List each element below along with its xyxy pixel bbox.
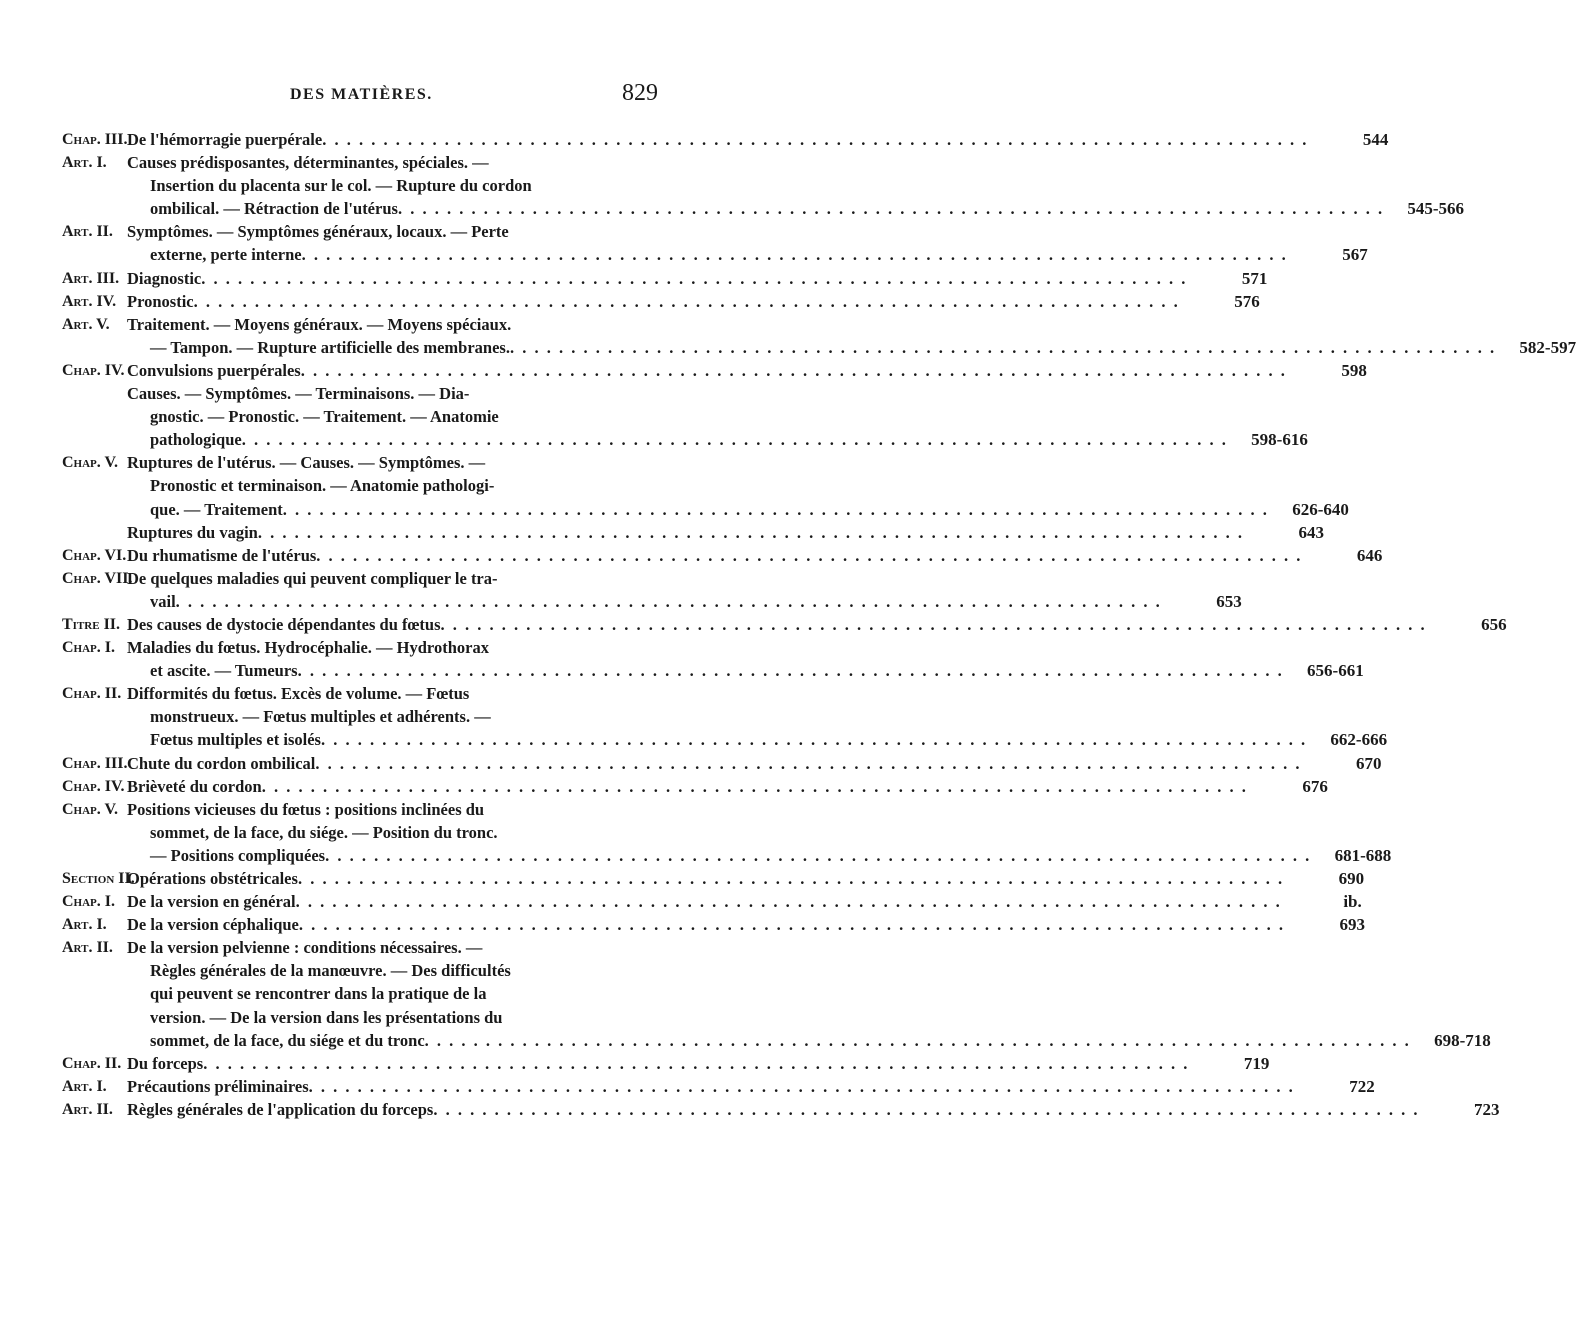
toc-page-number: 567 — [1342, 245, 1368, 265]
toc-entry-title: De la version en général — [127, 892, 296, 912]
toc-entry-text — [127, 1098, 1500, 1121]
toc-page-number: 656 — [1481, 614, 1507, 634]
toc-entry-title: — Positions compliquées — [150, 845, 326, 865]
toc-entry — [62, 128, 1389, 151]
toc-entry-text — [150, 243, 1368, 266]
toc-entry-label: Art. V. — [62, 315, 110, 333]
toc-entry-text — [127, 867, 1365, 890]
toc-entry — [62, 521, 1324, 544]
dot-leader: . . . . . . . . . . . . . . . . . . . . . . . . . . . . . . . . . . . . . . . . . . . . . . . . . . . . . . . . . . . . . . . . . . . . . . . . . . . . . . . . . — [509, 337, 1497, 357]
toc-entry-label: Art. II. — [62, 1100, 113, 1118]
toc-entry-title: Difformités du fœtus. Excès de volume. — Fœtus — [127, 684, 470, 704]
toc-entry — [62, 544, 1383, 567]
toc-entry — [62, 290, 1260, 313]
toc-entry — [62, 936, 1491, 1051]
toc-entry-title: Insertion du placenta sur le col. — Rupture du cordon — [150, 176, 532, 196]
toc-entry — [62, 775, 1328, 798]
toc-line — [62, 544, 1383, 567]
toc-entry-text — [127, 544, 1383, 567]
toc-entry-label: Section II. — [62, 870, 135, 887]
toc-entry — [62, 1075, 1375, 1098]
toc-entry-label: Chap. VI. — [62, 546, 127, 564]
toc-line — [62, 913, 1365, 936]
toc-page-number: 598 — [1341, 360, 1367, 380]
toc-entry-label: Titre II. — [62, 615, 121, 633]
toc-entry-title: sommet, de la face, du siége. — Position du tronc. — [150, 822, 498, 842]
toc-entry-label: Chap. VII. — [62, 569, 133, 587]
dot-leader: . . . . . . . . . . . . . . . . . . . . . . . . . . . . . . . . . . . . . . . . . . . . . . . . . . . . . . . . . . . . . . . . . . . . . . . . . . . . . . . . . — [315, 753, 1302, 773]
toc-entry-text — [127, 890, 1362, 913]
toc-entry-text — [127, 1052, 1270, 1075]
dot-leader: . . . . . . . . . . . . . . . . . . . . . . . . . . . . . . . . . . . . . . . . . . . . . . . . . . . . . . . . . . . . . . . . . . . . . . . . . . . . . . . . . — [316, 545, 1303, 565]
dot-leader: . . . . . . . . . . . . . . . . . . . . . . . . . . . . . . . . . . . . . . . . . . . . . . . . . . . . . . . . . . . . . . . . . . . . . . . . . . . . . . . . . — [295, 892, 1282, 912]
dot-leader: . . . . . . . . . . . . . . . . . . . . . . . . . . . . . . . . . . . . . . . . . . . . . . . . . . . . . . . . . . . . . . . . . . . . . . . . . . . . . . . . . — [193, 291, 1180, 311]
toc-entry-label: Art. I. — [62, 1077, 107, 1095]
toc-page-number: 598-616 — [1251, 430, 1308, 450]
toc-page-number: 582-597 — [1519, 337, 1576, 357]
toc-page-number: 722 — [1349, 1076, 1375, 1096]
toc-page-number: 670 — [1356, 753, 1382, 773]
toc-entry — [62, 913, 1365, 936]
toc-entry-title: Chute du cordon ombilical — [127, 753, 316, 773]
toc-entry-title: — Tampon. — Rupture artificielle des membranes. — [150, 337, 510, 357]
toc-entry-text — [127, 775, 1328, 798]
toc-entry-title: Du forceps — [127, 1053, 204, 1073]
toc-entry-title: Maladies du fœtus. Hydrocéphalie. — Hydrothorax — [127, 638, 489, 658]
toc-line — [62, 267, 1268, 290]
toc-entry-title: ombilical. — Rétraction de l'utérus — [150, 199, 398, 219]
toc-entry-title: Pronostic — [127, 291, 194, 311]
dot-leader: . . . . . . . . . . . . . . . . . . . . . . . . . . . . . . . . . . . . . . . . . . . . . . . . . . . . . . . . . . . . . . . . . . . . . . . . . . . . . . . . . — [301, 245, 1288, 265]
dot-leader: . . . . . . . . . . . . . . . . . . . . . . . . . . . . . . . . . . . . . . . . . . . . . . . . . . . . . . . . . . . . . . . . . . . . . . . . . . . . . . . . . — [241, 430, 1228, 450]
page-number: 829 — [622, 80, 658, 106]
toc-entry — [62, 451, 1349, 520]
toc-page-number: 646 — [1356, 545, 1383, 565]
running-title: DES MATIÈRES. — [290, 86, 433, 103]
toc-page-number: 653 — [1216, 591, 1242, 611]
toc-entry — [62, 1052, 1270, 1075]
toc-entry — [62, 267, 1268, 290]
toc-line — [62, 197, 1465, 220]
toc-line — [62, 752, 1382, 775]
toc-line — [62, 590, 1242, 613]
toc-entry-title: Causes. — Symptômes. — Terminaisons. — Dia- — [127, 384, 470, 404]
toc-entry-title: vail — [150, 591, 176, 611]
toc-entry-label: Art. I. — [62, 154, 107, 172]
toc-entry — [62, 567, 1242, 613]
toc-entry-title: Règles générales de l'application du forceps — [127, 1099, 434, 1119]
toc-entry — [62, 382, 1308, 451]
dot-leader: . . . . . . . . . . . . . . . . . . . . . . . . . . . . . . . . . . . . . . . . . . . . . . . . . . . . . . . . . . . . . . . . . . . . . . . . . . . . . . . . . — [261, 776, 1248, 796]
toc-entry-text — [150, 428, 1308, 451]
toc-line — [62, 798, 722, 821]
toc-entry-title: sommet, de la face, du siége et du tronc — [150, 1030, 425, 1050]
dot-leader: . . . . . . . . . . . . . . . . . . . . . . . . . . . . . . . . . . . . . . . . . . . . . . . . . . . . . . . . . . . . . . . . . . . . . . . . . . . . . . . . . — [201, 268, 1188, 288]
dot-leader: . . . . . . . . . . . . . . . . . . . . . . . . . . . . . . . . . . . . . . . . . . . . . . . . . . . . . . . . . . . . . . . . . . . . . . . . . . . . . . . . . — [203, 1053, 1190, 1073]
toc-entry-text — [127, 521, 1324, 544]
toc-entry-title: gnostic. — Pronostic. — Traitement. — Anatomie — [150, 407, 499, 427]
toc-entry-text — [127, 359, 1367, 382]
toc-line — [62, 151, 722, 174]
toc-page-number: 698-718 — [1434, 1030, 1491, 1050]
toc-line — [62, 982, 722, 1005]
toc-entry-title: Règles générales de la manœuvre. — Des difficultés — [150, 961, 511, 981]
toc-entry-label: Chap. V. — [62, 800, 118, 818]
toc-entry-text — [127, 613, 1507, 636]
dot-leader: . . . . . . . . . . . . . . . . . . . . . . . . . . . . . . . . . . . . . . . . . . . . . . . . . . . . . . . . . . . . . . . . . . . . . . . . . . . . . . . . . — [300, 360, 1287, 380]
toc-entry-label: Chap. IV. — [62, 361, 125, 379]
toc-entry — [62, 613, 1507, 636]
toc-line — [62, 405, 722, 428]
toc-line — [62, 1029, 1491, 1052]
toc-entry-text — [150, 1029, 1491, 1052]
toc-entry-title: De la version céphalique — [127, 915, 299, 935]
toc-page-number: ib. — [1343, 892, 1362, 912]
toc-line — [62, 359, 1367, 382]
toc-entry-text — [127, 1075, 1375, 1098]
toc-entry-title: pathologique — [150, 430, 242, 450]
toc-entry-label: Chap. II. — [62, 1054, 122, 1072]
toc-page-number: 643 — [1298, 522, 1324, 542]
dot-leader: . . . . . . . . . . . . . . . . . . . . . . . . . . . . . . . . . . . . . . . . . . . . . . . . . . . . . . . . . . . . . . . . . . . . . . . . . . . . . . . . . — [282, 499, 1269, 519]
toc-line — [62, 336, 1576, 359]
toc-entry-label: Chap. II. — [62, 685, 122, 703]
toc-entry-title: Brièveté du cordon — [127, 776, 262, 796]
toc-entry — [62, 313, 1576, 359]
toc-entry-label: Chap. I. — [62, 893, 116, 911]
toc-entry-title: Ruptures du vagin — [127, 522, 258, 542]
toc-entry-title: externe, perte interne — [150, 245, 302, 265]
toc-page-number: 662-666 — [1330, 730, 1388, 750]
toc-entry — [62, 359, 1367, 382]
dot-leader: . . . . . . . . . . . . . . . . . . . . . . . . . . . . . . . . . . . . . . . . . . . . . . . . . . . . . . . . . . . . . . . . . . . . . . . . . . . . . . . . . — [433, 1099, 1420, 1119]
toc-entry — [62, 636, 1364, 682]
toc-entry-text — [127, 913, 1365, 936]
toc-line — [62, 890, 1362, 913]
toc-entry — [62, 1098, 1500, 1121]
dot-leader: . . . . . . . . . . . . . . . . . . . . . . . . . . . . . . . . . . . . . . . . . . . . . . . . . . . . . . . . . . . . . . . . . . . . . . . . . . . . . . . . . — [175, 591, 1162, 611]
toc-line — [62, 613, 1507, 636]
toc-line — [62, 775, 1328, 798]
toc-line — [62, 498, 1349, 521]
toc-page-number: 676 — [1302, 776, 1328, 796]
toc-line — [62, 1052, 1270, 1075]
toc-entry-label: Chap. I. — [62, 639, 116, 657]
toc-line — [62, 474, 722, 497]
toc-entry-title: Positions vicieuses du fœtus : positions inclinées du — [127, 799, 485, 819]
toc-line — [62, 1006, 722, 1029]
toc-page-number: 571 — [1241, 268, 1268, 288]
toc-line — [62, 844, 1392, 867]
toc-entry-title: et ascite. — Tumeurs — [150, 661, 298, 681]
toc-entry-title: Diagnostic — [127, 268, 202, 288]
toc-line — [62, 428, 1308, 451]
toc-entry-label: Art. II. — [62, 223, 113, 241]
toc-entry-text — [127, 128, 1389, 151]
toc-entry-title: version. — De la version dans les présentations du — [150, 1007, 503, 1027]
toc-entry-title: Symptômes. — Symptômes généraux, locaux. — Perte — [127, 222, 509, 242]
toc-entry-text — [150, 659, 1364, 682]
toc-line — [62, 290, 1260, 313]
dot-leader: . . . . . . . . . . . . . . . . . . . . . . . . . . . . . . . . . . . . . . . . . . . . . . . . . . . . . . . . . . . . . . . . . . . . . . . . . . . . . . . . . — [424, 1030, 1411, 1050]
toc-page-number: 719 — [1243, 1053, 1270, 1073]
dot-leader: . . . . . . . . . . . . . . . . . . . . . . . . . . . . . . . . . . . . . . . . . . . . . . . . . . . . . . . . . . . . . . . . . . . . . . . . . . . . . . . . . — [308, 1076, 1295, 1096]
toc-line — [62, 243, 1368, 266]
toc-line — [62, 728, 1388, 751]
toc-entry-title: qui peuvent se rencontrer dans la pratique de la — [150, 984, 487, 1004]
toc-entry — [62, 220, 1368, 266]
toc-entry-title: Causes prédisposantes, déterminantes, spéciales. — — [127, 153, 489, 173]
toc-line — [62, 220, 722, 243]
dot-leader: . . . . . . . . . . . . . . . . . . . . . . . . . . . . . . . . . . . . . . . . . . . . . . . . . . . . . . . . . . . . . . . . . . . . . . . . . . . . . . . . . — [325, 845, 1312, 865]
toc-entry-title: Opérations obstétricales — [127, 869, 298, 888]
toc-entry-title: Des causes de dystocie dépendantes du fœtus — [127, 614, 441, 634]
toc-entry-text — [127, 267, 1268, 290]
toc-entry — [62, 798, 1392, 867]
toc-line — [62, 705, 722, 728]
toc-entry-label: Chap. III. — [62, 131, 128, 148]
toc-page-number: 545-566 — [1407, 199, 1465, 219]
toc-entry-title: Fœtus multiples et isolés — [150, 730, 321, 750]
toc-line — [62, 821, 722, 844]
toc-entry — [62, 151, 1465, 220]
toc-entry-title: monstrueux. — Fœtus multiples et adhérents. — — [150, 707, 491, 727]
toc-line — [62, 174, 722, 197]
toc-entry-text — [150, 197, 1465, 220]
toc-entry-title: De quelques maladies qui peuvent compliquer le tra- — [127, 568, 498, 588]
toc-page-number: 544 — [1362, 130, 1389, 149]
toc-entry-title: que. — Traitement — [150, 499, 283, 519]
toc-entry-title: De l'hémorragie puerpérale — [127, 130, 323, 149]
toc-line — [62, 382, 722, 405]
dot-leader: . . . . . . . . . . . . . . . . . . . . . . . . . . . . . . . . . . . . . . . . . . . . . . . . . . . . . . . . . . . . . . . . . . . . . . . . . . . . . . . . . — [397, 199, 1385, 219]
toc-line — [62, 936, 722, 959]
toc-page-number: 690 — [1338, 869, 1365, 888]
toc-entry-label: Art. IV. — [62, 292, 117, 310]
toc-page-number: 681-688 — [1334, 845, 1392, 865]
toc-line — [62, 867, 1365, 890]
toc-entry-text — [150, 498, 1349, 521]
toc-entry — [62, 867, 1365, 890]
toc-line — [62, 313, 722, 336]
dot-leader: . . . . . . . . . . . . . . . . . . . . . . . . . . . . . . . . . . . . . . . . . . . . . . . . . . . . . . . . . . . . . . . . . . . . . . . . . . . . . . . . . — [322, 130, 1309, 149]
toc-page-number: 693 — [1339, 915, 1365, 935]
toc-entry-label: Chap. V. — [62, 454, 118, 472]
toc-entry — [62, 890, 1362, 913]
toc-line — [62, 451, 722, 474]
dot-leader: . . . . . . . . . . . . . . . . . . . . . . . . . . . . . . . . . . . . . . . . . . . . . . . . . . . . . . . . . . . . . . . . . . . . . . . . . . . . . . . . . — [320, 730, 1308, 750]
toc-line — [62, 567, 722, 590]
toc-entry-title: Ruptures de l'utérus. — Causes. — Symptômes. — — [127, 453, 486, 473]
toc-entry-title: Pronostic et terminaison. — Anatomie pathologi- — [150, 476, 495, 496]
toc-line — [62, 682, 722, 705]
toc-entry-label: Chap. III. — [62, 754, 128, 772]
toc-entry-text — [127, 290, 1260, 313]
dot-leader: . . . . . . . . . . . . . . . . . . . . . . . . . . . . . . . . . . . . . . . . . . . . . . . . . . . . . . . . . . . . . . . . . . . . . . . . . . . . . . . . . — [297, 869, 1285, 888]
toc-line — [62, 659, 1364, 682]
toc-entry-label: Art. II. — [62, 939, 113, 957]
toc-entry-label: Chap. IV. — [62, 777, 125, 795]
toc-entry-text — [150, 844, 1392, 867]
toc-entry-text — [127, 752, 1382, 775]
toc-line — [62, 521, 1324, 544]
toc-entry-title: Convulsions puerpérales — [127, 360, 301, 380]
toc-entry-title: Du rhumatisme de l'utérus — [127, 545, 317, 565]
toc-page-number: 626-640 — [1292, 499, 1349, 519]
table-of-contents — [62, 128, 1576, 1121]
toc-line — [62, 959, 722, 982]
toc-entry-text — [150, 728, 1388, 751]
toc-entry-label: Art. I. — [62, 916, 107, 934]
toc-page-number: 723 — [1473, 1099, 1500, 1119]
toc-page-number: 656-661 — [1307, 661, 1364, 681]
dot-leader: . . . . . . . . . . . . . . . . . . . . . . . . . . . . . . . . . . . . . . . . . . . . . . . . . . . . . . . . . . . . . . . . . . . . . . . . . . . . . . . . . — [440, 614, 1427, 634]
dot-leader: . . . . . . . . . . . . . . . . . . . . . . . . . . . . . . . . . . . . . . . . . . . . . . . . . . . . . . . . . . . . . . . . . . . . . . . . . . . . . . . . . — [257, 522, 1244, 542]
dot-leader: . . . . . . . . . . . . . . . . . . . . . . . . . . . . . . . . . . . . . . . . . . . . . . . . . . . . . . . . . . . . . . . . . . . . . . . . . . . . . . . . . — [298, 915, 1285, 935]
toc-entry-title: Précautions préliminaires — [127, 1076, 309, 1096]
toc-line — [62, 636, 722, 659]
toc-entry — [62, 682, 1388, 751]
toc-entry-text — [150, 336, 1576, 359]
page-header — [0, 80, 801, 114]
toc-entry-title: De la version pelvienne : conditions nécessaires. — — [127, 938, 483, 958]
toc-page-number: 576 — [1234, 291, 1260, 311]
toc-line — [62, 128, 1389, 151]
toc-line — [62, 1098, 1500, 1121]
toc-line — [62, 1075, 1375, 1098]
toc-entry-title: Traitement. — Moyens généraux. — Moyens spéciaux. — [127, 314, 512, 334]
toc-entry-text — [150, 590, 1242, 613]
toc-entry-label: Art. III. — [62, 269, 120, 287]
dot-leader: . . . . . . . . . . . . . . . . . . . . . . . . . . . . . . . . . . . . . . . . . . . . . . . . . . . . . . . . . . . . . . . . . . . . . . . . . . . . . . . . . — [297, 661, 1284, 681]
toc-entry — [62, 752, 1382, 775]
